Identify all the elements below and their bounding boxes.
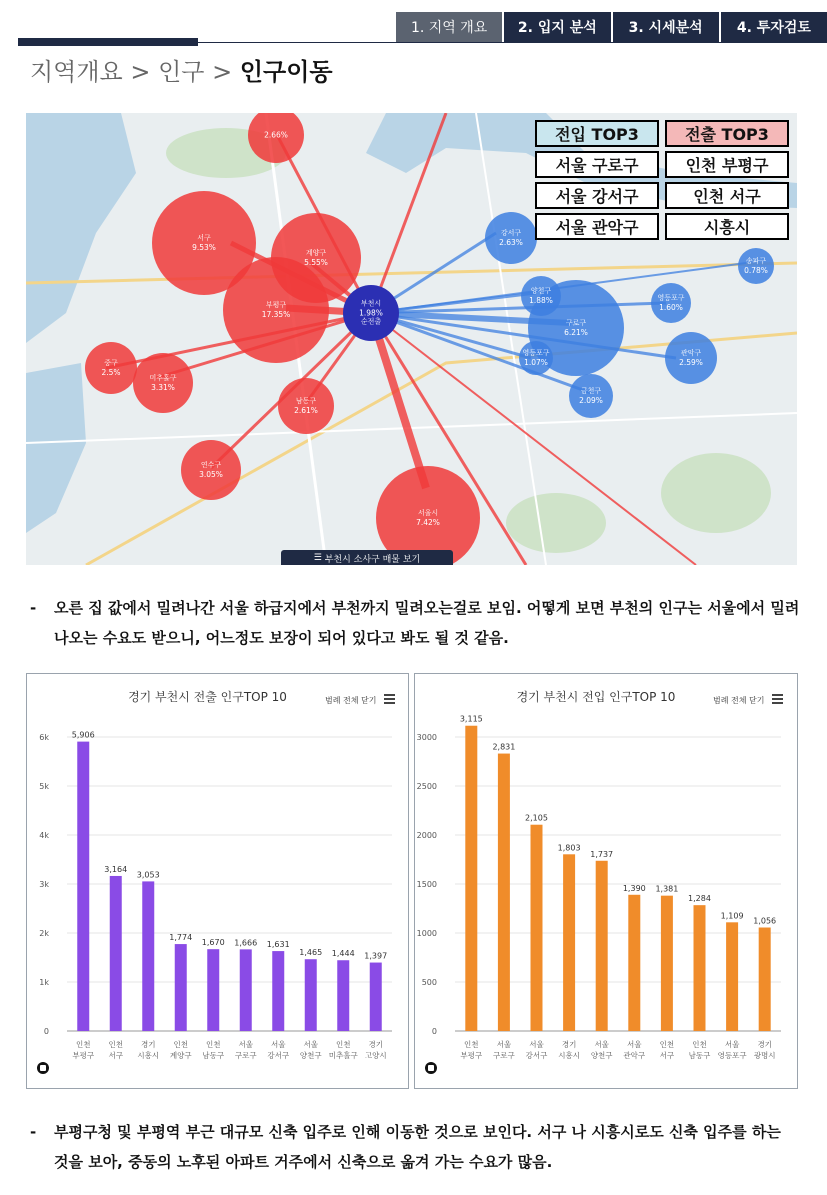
x-tick-label: 강서구 [267,1051,290,1060]
bar-value-label: 3,164 [104,864,128,874]
y-tick-label: 1000 [416,929,437,938]
x-tick-label: 인천 [173,1040,188,1049]
bar[interactable] [759,928,771,1031]
bar-value-label: 1,465 [299,948,323,958]
x-tick-label: 서구 [108,1051,123,1060]
bar-value-label: 1,056 [753,916,777,926]
y-tick-label: 0 [43,1027,49,1036]
bar[interactable] [661,896,673,1031]
x-tick-label: 미추홀구 [328,1051,358,1060]
x-tick-label: 경기 [561,1040,577,1049]
bar[interactable] [272,951,284,1031]
label-gangseo: 강서구 2.63% [499,228,523,247]
bar-value-label: 2,831 [492,742,516,752]
bar-value-label: 3,115 [459,714,483,724]
x-tick-label: 부평구 [460,1051,483,1060]
x-tick-label: 인천 [76,1040,91,1049]
x-tick-label: 영등포구 [717,1051,747,1060]
x-tick-label: 양천구 [299,1051,322,1060]
x-tick-label: 서울 [724,1040,740,1049]
x-tick-label: 서울 [496,1040,512,1049]
x-tick-label: 인천 [692,1040,707,1049]
label-seoul: 서울시 7.42% [416,508,440,527]
bar[interactable] [337,960,349,1031]
bar-value-label: 1,109 [720,911,744,921]
tab-region-overview[interactable]: 1. 지역 개요 [396,12,502,42]
label-namdong: 남동구 2.61% [294,396,318,415]
bar-value-label: 1,670 [201,938,225,948]
y-tick-label: 2000 [416,831,437,840]
x-tick-label: 인천 [336,1040,351,1049]
bar[interactable] [498,754,510,1031]
x-tick-label: 인천 [108,1040,123,1049]
x-tick-label: 구로구 [234,1051,257,1060]
label-songpa: 송파구 0.78% [744,256,768,275]
label-yangcheon: 양천구 1.88% [529,286,553,305]
x-tick-label: 인천 [659,1040,675,1049]
map-water-southwest [26,363,86,533]
top3-in-1: 서울 구로구 [535,151,659,178]
x-tick-label: 남동구 [202,1051,225,1060]
bar[interactable] [694,905,706,1031]
tab-investment-review[interactable]: 4. 투자검토 [721,12,827,42]
bar[interactable] [628,895,640,1031]
top3-in-header: 전입 TOP3 [535,120,659,147]
bar-value-label: 1,631 [266,940,290,950]
x-tick-label: 인천 [464,1040,479,1049]
x-tick-label: 서울 [594,1040,609,1049]
label-jung-gu: 중구 2.5% [101,358,121,377]
x-tick-label: 서구 [659,1051,675,1060]
bar-value-label: 1,774 [169,933,193,943]
bar-value-label: 5,906 [71,730,95,740]
bar-value-label: 1,666 [234,938,258,948]
x-tick-label: 서울 [627,1040,642,1049]
top3-table [535,120,789,240]
top3-out-2: 인천 서구 [665,182,789,209]
x-tick-label: 부평구 [72,1051,95,1060]
label-geumcheon: 금천구 2.09% [579,386,603,405]
x-tick-label: 구로구 [493,1051,515,1060]
bar-value-label: 1,803 [557,843,581,853]
label-michuhol: 미추홀구 3.31% [149,373,177,392]
home-logo-icon [37,1062,49,1074]
chart-inflow-title: 경기 부천시 전입 인구TOP 10 [516,690,676,704]
x-tick-label: 고양시 [364,1051,387,1060]
bar[interactable] [596,861,608,1031]
x-tick-label: 시흥시 [137,1051,160,1060]
bar[interactable] [77,742,89,1031]
inflow-bubbles [485,212,774,418]
label-yeonsu: 연수구 3.05% [199,460,223,479]
x-tick-label: 경기 [141,1040,156,1049]
bar[interactable] [207,949,219,1031]
y-tick-label: 0 [431,1027,437,1036]
y-tick-label: 4k [39,831,49,840]
label-gyeyang: 계양구 5.55% [304,248,328,267]
bar-value-label: 3,053 [136,870,160,880]
note-1 [30,593,800,653]
y-tick-label: 2500 [416,782,437,791]
x-tick-label: 서울 [238,1040,253,1049]
x-tick-label: 광명시 [753,1051,776,1060]
header-accent-bar [18,38,198,46]
label-yeongdeungpo-2: 영등포구 1.07% [522,348,550,367]
bar[interactable] [531,825,543,1031]
bar-value-label: 1,381 [655,884,679,894]
map-water-west [26,113,136,343]
chart-outflow-canvas [27,674,408,1088]
chart-outflow-legend-toggle[interactable]: 범례 전체 닫기 [325,696,377,705]
chart-inflow-legend-toggle[interactable]: 범례 전체 닫기 [713,696,765,705]
note-2-text: 부평구청 및 부평역 부근 대규모 신축 입주로 인해 이동한 것으로 보인다. 서구 나 시흥시로도 신축 입주를 하는 것을 보아, 중동의 노후된 아파트 거주에서 신축으로 옮겨 가는 수요가 많음. [54,1123,781,1171]
bar[interactable] [370,963,382,1031]
breadcrumb [30,52,333,87]
tab-price-analysis[interactable]: 3. 시세분석 [613,12,719,42]
chart-outflow-title: 경기 부천시 전출 인구TOP 10 [128,690,287,704]
y-tick-label: 3k [39,880,49,889]
bar[interactable] [240,949,252,1031]
breadcrumb-path: 지역개요 > 인구 > [30,58,240,86]
home-logo-icon [425,1062,437,1074]
x-tick-label: 계양구 [169,1051,192,1060]
label-seo-gu: 서구 9.53% [192,233,216,252]
bar[interactable] [563,854,575,1031]
bar[interactable] [110,876,122,1031]
x-tick-label: 서울 [303,1040,318,1049]
bar-value-label: 1,444 [331,949,355,959]
y-tick-label: 500 [421,978,437,987]
top3-in-2: 서울 강서구 [535,182,659,209]
chart-outflow-panel [26,673,409,1089]
center-label: 부천시 1.98% 순전출 [359,299,383,326]
map-park-3 [506,493,606,553]
bar[interactable] [142,881,154,1031]
top3-out-1: 인천 부평구 [665,151,789,178]
top3-in-3: 서울 관악구 [535,213,659,240]
x-tick-label: 강서구 [525,1051,548,1060]
x-tick-label: 경기 [757,1040,772,1049]
chart-inflow-panel [414,673,798,1089]
label-yeongdeungpo: 영등포구 1.60% [657,293,685,312]
breadcrumb-current: 인구이동 [239,58,333,86]
migration-map [26,113,797,565]
map-park-2 [661,453,771,533]
bar[interactable] [305,959,317,1031]
label-bupyeong: 부평구 17.35% [261,300,291,319]
y-tick-label: 1k [39,978,49,987]
top3-out-3: 시흥시 [665,213,789,240]
x-tick-label: 시흥시 [558,1051,580,1060]
list-icon: ☰ [313,553,325,563]
top3-out-header: 전출 TOP3 [665,120,789,147]
note-1-text: 오른 집 값에서 밀려나간 서울 하급지에서 부천까지 밀려오는걸로 보임. 어떻게 보면 부천의 인구는 서울에서 밀려나오는 수요도 받으니, 어느정도 보장이 되어 있다고 봐도 될 것 같음. [54,599,800,647]
bar[interactable] [465,726,477,1031]
x-tick-label: 인천 [206,1040,221,1049]
bar-value-label: 1,390 [622,883,646,893]
tab-location-analysis[interactable]: 2. 입지 분석 [504,12,610,42]
bar[interactable] [726,922,738,1031]
y-tick-label: 2k [39,929,49,938]
x-tick-label: 남동구 [688,1051,711,1060]
bar[interactable] [175,944,187,1031]
y-tick-label: 6k [39,733,49,742]
x-tick-label: 서울 [529,1040,544,1049]
bar-value-label: 1,397 [364,951,388,961]
label-guro: 구로구 6.21% [564,318,588,337]
section-tabs [396,12,827,42]
x-tick-label: 관악구 [623,1051,646,1060]
x-tick-label: 경기 [368,1040,383,1049]
label-top: 2.66% [264,130,288,140]
map-road-1 [26,263,797,283]
bar-value-label: 2,105 [525,813,548,823]
note-bullet: - [30,599,37,617]
y-tick-label: 1500 [416,880,437,889]
view-listings-button[interactable]: ☰ 부천시 소사구 매물 보기 [281,550,453,565]
x-tick-label: 서울 [271,1040,286,1049]
label-gwanak: 관악구 2.59% [679,348,703,367]
note-bullet: - [30,1123,37,1141]
y-tick-label: 3000 [416,733,437,742]
x-tick-label: 양천구 [590,1051,613,1060]
note-2 [30,1117,800,1177]
chart-inflow-canvas [415,674,797,1088]
y-tick-label: 5k [39,782,49,791]
bar-value-label: 1,737 [590,849,614,859]
bar-value-label: 1,284 [688,894,711,904]
header-divider [198,42,827,43]
